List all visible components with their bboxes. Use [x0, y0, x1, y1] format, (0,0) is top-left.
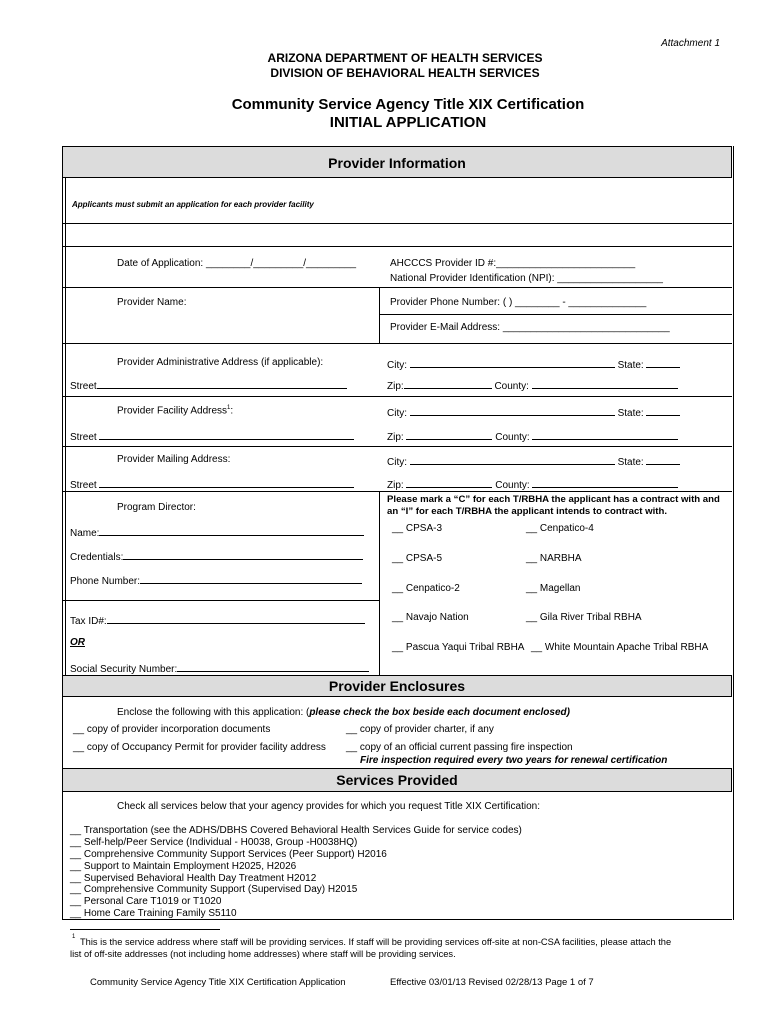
footnote-rule [70, 929, 220, 930]
city-blank [410, 454, 615, 465]
divider [62, 287, 732, 288]
frame-bottom [62, 919, 732, 920]
service-home-care-training[interactable]: __ Home Care Training Family S5110 [70, 908, 237, 919]
mailing-zip-field[interactable] [387, 477, 678, 491]
city-label: City: [387, 457, 407, 468]
rbha-option-cenpatico4[interactable]: __ Cenpatico-4 [526, 523, 594, 534]
footer-effective-page: Effective 03/01/13 Revised 02/28/13 Page 1 of 7 [390, 977, 594, 988]
mailing-street-field[interactable] [70, 477, 354, 491]
city-blank [410, 357, 615, 368]
zip-label: Zip: [387, 480, 404, 491]
attachment-label: Attachment 1 [661, 38, 720, 49]
mailing-address-label: Provider Mailing Address: [117, 454, 231, 465]
provider-phone-field[interactable]: Provider Phone Number: ( ) ________ - ______________ [390, 297, 647, 308]
or-label: OR [70, 637, 85, 648]
street-label: Street [70, 480, 97, 491]
ssn-field[interactable] [70, 661, 369, 675]
state-label: State: [617, 408, 644, 419]
city-blank [410, 405, 615, 416]
footer-document-name: Community Service Agency Title XIX Certification Application [90, 977, 346, 988]
rbha-instruction-2: an “I” for each T/RBHA the applicant intends to contract with. [387, 506, 668, 517]
director-phone-field[interactable] [70, 573, 362, 587]
street-blank [99, 429, 354, 440]
service-peer-support[interactable]: __ Comprehensive Community Support Services (Peer Support) H2016 [70, 849, 387, 860]
facility-address-label [117, 405, 233, 416]
admin-address-label: Provider Administrative Address (if applicable): [117, 357, 324, 368]
provider-enclosures-heading: Provider Enclosures [62, 675, 732, 697]
tax-id-blank [107, 613, 365, 624]
divider [62, 600, 379, 601]
division-name: DIVISION OF BEHAVIORAL HEALTH SERVICES [270, 66, 540, 80]
enclosure-fire-inspection[interactable]: __ copy of an official current passing fire inspection [346, 742, 573, 753]
enclosure-incorporation[interactable]: __ copy of provider incorporation documents [73, 724, 271, 735]
provider-name-label: Provider Name: [117, 297, 187, 308]
facility-colon: : [230, 405, 234, 417]
instruction-emphasis: please check the box beside each document enclosed) [309, 707, 570, 718]
divider [62, 446, 732, 447]
divider [379, 314, 732, 315]
enclosures-instruction [117, 707, 570, 718]
county-blank [532, 429, 678, 440]
mailing-city-field[interactable] [387, 454, 680, 468]
state-label: State: [617, 360, 644, 371]
footnote-number: 1 [72, 934, 76, 940]
footnote-line-1: This is the service address where staff will be providing services. If staff will be providing services off-site at non-CSA facilities, please attach the [80, 937, 672, 947]
state-blank [646, 357, 680, 368]
admin-city-field[interactable] [387, 357, 680, 371]
zip-blank [404, 378, 492, 389]
rbha-option-gila-river[interactable]: __ Gila River Tribal RBHA [526, 612, 642, 623]
director-name-field[interactable] [70, 525, 364, 539]
service-self-help[interactable]: __ Self-help/Peer Service (Individual - H0038, Group -H0038HQ) [70, 837, 358, 848]
phone-blank [140, 573, 362, 584]
fire-inspection-note: Fire inspection required every two years for renewal certification [360, 755, 668, 766]
tax-id-field[interactable] [70, 613, 365, 627]
phone-number-label: Phone Number: [70, 576, 141, 587]
ssn-blank [177, 661, 369, 672]
name-blank [99, 525, 364, 536]
rbha-option-cpsa5[interactable]: __ CPSA-5 [392, 553, 443, 564]
footnote-line-2: list of off-site addresses (not including home addresses) where staff will be providing services. [70, 949, 456, 959]
ssn-label: Social Security Number: [70, 664, 178, 675]
enclosure-charter[interactable]: __ copy of provider charter, if any [346, 724, 494, 735]
facility-note: Applicants must submit an application for each provider facility [72, 200, 314, 209]
provider-information-heading: Provider Information [62, 146, 732, 178]
form-subtitle: INITIAL APPLICATION [329, 114, 487, 131]
facility-street-field[interactable] [70, 429, 354, 443]
npi-field[interactable]: National Provider Identification (NPI): ___________________ [390, 273, 663, 284]
zip-label: Zip: [387, 381, 404, 392]
divider [62, 223, 732, 224]
service-personal-care[interactable]: __ Personal Care T1019 or T1020 [70, 896, 222, 907]
rbha-option-pascua-yaqui[interactable]: __ Pascua Yaqui Tribal RBHA [392, 642, 525, 653]
county-label: County: [495, 480, 530, 491]
zip-blank [406, 477, 492, 488]
divider [62, 246, 732, 247]
footnote-marker: 1 [227, 405, 231, 411]
service-supervised-day[interactable]: __ Comprehensive Community Support (Supervised Day) H2015 [70, 884, 358, 895]
department-name: ARIZONA DEPARTMENT OF HEALTH SERVICES [267, 51, 543, 65]
admin-zip-field[interactable] [387, 378, 678, 392]
rbha-option-narbha[interactable]: __ NARBHA [526, 553, 582, 564]
rbha-option-cpsa3[interactable]: __ CPSA-3 [392, 523, 443, 534]
street-blank [97, 378, 347, 389]
services-provided-heading: Services Provided [62, 768, 732, 792]
service-employment[interactable]: __ Support to Maintain Employment H2025, H2026 [70, 861, 297, 872]
services-instruction: Check all services below that your agency provides for which you request Title XIX Certification: [117, 801, 540, 812]
street-label: Street [70, 432, 97, 443]
divider [62, 491, 732, 492]
facility-zip-field[interactable] [387, 429, 678, 443]
tax-id-label: Tax ID#: [70, 616, 107, 627]
city-label: City: [387, 360, 407, 371]
divider [62, 396, 732, 397]
county-blank [532, 378, 678, 389]
inner-left-border [65, 146, 66, 693]
rbha-option-cenpatico2[interactable]: __ Cenpatico-2 [392, 583, 460, 594]
admin-street-field[interactable] [70, 378, 347, 392]
county-label: County: [494, 381, 529, 392]
state-blank [646, 405, 680, 416]
street-blank [99, 477, 354, 488]
ahcccs-provider-id-field[interactable]: AHCCCS Provider ID #:_________________________ [390, 258, 636, 269]
divider [62, 343, 732, 344]
enclosure-occupancy-permit[interactable]: __ copy of Occupancy Permit for provider facility address [73, 742, 326, 753]
name-label: Name: [70, 528, 100, 539]
date-of-application-field[interactable]: Date of Application: ________/_________/_________ [117, 258, 357, 269]
column-divider [379, 287, 380, 343]
rbha-option-white-mountain[interactable]: __ White Mountain Apache Tribal RBHA [531, 642, 709, 653]
city-label: City: [387, 408, 407, 419]
column-divider [379, 491, 380, 675]
zip-label: Zip: [387, 432, 404, 443]
credentials-blank [123, 549, 363, 560]
facility-address-text: Provider Facility Address [117, 405, 228, 417]
state-label: State: [617, 457, 644, 468]
credentials-label: Credentials: [70, 552, 124, 563]
zip-blank [406, 429, 492, 440]
service-day-treatment[interactable]: __ Supervised Behavioral Health Day Treatment H2012 [70, 873, 317, 884]
service-transportation[interactable]: __ Transportation (see the ADHS/DBHS Covered Behavioral Health Services Guide for service codes) [70, 825, 522, 836]
program-director-label: Program Director: [117, 502, 196, 513]
form-title: Community Service Agency Title XIX Certification [231, 96, 585, 113]
provider-email-field[interactable]: Provider E-Mail Address: ______________________________ [390, 322, 670, 333]
rbha-option-navajo[interactable]: __ Navajo Nation [392, 612, 469, 623]
state-blank [646, 454, 680, 465]
facility-city-field[interactable] [387, 405, 680, 419]
rbha-instruction-1: Please mark a “C” for each T/RBHA the applicant has a contract with and [387, 494, 720, 505]
instruction-text: Enclose the following with this application: ( [117, 707, 310, 718]
county-blank [532, 477, 678, 488]
rbha-option-magellan[interactable]: __ Magellan [526, 583, 581, 594]
county-label: County: [495, 432, 530, 443]
director-credentials-field[interactable] [70, 549, 363, 563]
street-label: Street [70, 381, 97, 392]
